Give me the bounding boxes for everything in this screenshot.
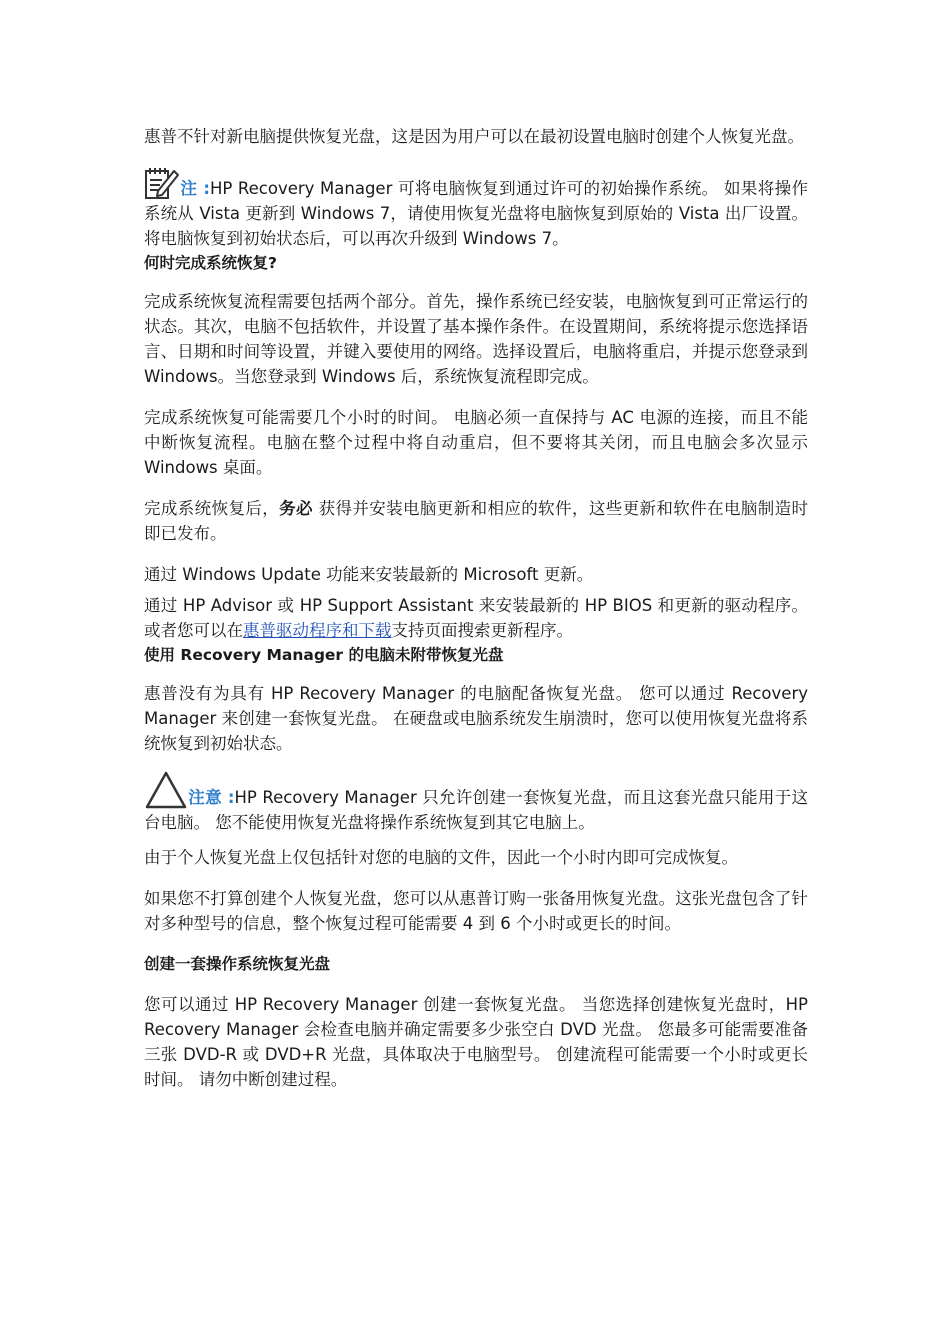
- hp-advisor-text-post: 支持页面搜索更新程序。: [391, 621, 573, 640]
- document-page: [144, 124, 808, 1108]
- section-heading-create-recovery-discs: 创建一套操作系统恢复光盘: [144, 955, 331, 973]
- paragraph-create-recovery-discs: 您可以通过 HP Recovery Manager 创建一套恢复光盘。 当您选择创建恢复光盘时，HP Recovery Manager 会检查电脑并确定需要多少张空白 DVD 光盘。 您最多可能需要准备三张 DVD-R 或 DVD+R 光盘，具体取决于电脑型号。 创建流程可能需要一个小时或更长时间。 请勿中断创建过程。: [144, 995, 808, 1089]
- paragraph-after-recovery: [144, 496, 808, 546]
- caution-triangle-icon: [144, 770, 188, 810]
- emphasis-must: 务必: [279, 499, 313, 518]
- paragraph-no-recovery-disc: 惠普没有为具有 HP Recovery Manager 的电脑配备恢复光盘。 您可以通过 Recovery Manager 来创建一套恢复光盘。 在硬盘或电脑系统发生崩溃时，您可以使用恢复光盘将系统恢复到初始状态。: [144, 684, 808, 753]
- paragraph-hp-advisor: [144, 593, 808, 643]
- caution-block: [144, 770, 808, 835]
- paragraph-order-backup-disc: 如果您不打算创建个人恢复光盘，您可以从惠普订购一张备用恢复光盘。这张光盘包含了针对多种型号的信息，整个恢复过程可能需要 4 到 6 个小时或更长的时间。: [144, 889, 808, 933]
- hp-advisor-text-pre: 通过 HP Advisor 或 HP Support Assistant 来安装最新的 HP BIOS 和更新的驱动程序。 或者您可以在: [144, 596, 808, 640]
- note-label: 注 :: [180, 179, 210, 198]
- paragraph-recovery-time: 完成系统恢复可能需要几个小时的时间。 电脑必须一直保持与 AC 电源的连接，而且不能中断恢复流程。电脑在整个过程中将自动重启，但不要将其关闭，而且电脑会多次显示 Windows 桌面。: [144, 408, 808, 477]
- caution-text: HP Recovery Manager 只允许创建一套恢复光盘，而且这套光盘只能用于这台电脑。 您不能使用恢复光盘将操作系统恢复到其它电脑上。: [144, 788, 808, 832]
- note-block: [144, 165, 808, 251]
- paragraph-personal-disc-time: 由于个人恢复光盘上仅包括针对您的电脑的文件，因此一个小时内即可完成恢复。: [144, 848, 738, 867]
- paragraph-recovery-process: 完成系统恢复流程需要包括两个部分。首先，操作系统已经安装，电脑恢复到可正常运行的状态。其次，电脑不包括软件，并设置了基本操作条件。在设置期间，系统将提示您选择语言、日期和时间等设置，并键入要使用的网络。选择设置后，电脑将重启，并提示您登录到 Windows。当您登录到 Windows 后，系统恢复流程即完成。: [144, 292, 808, 386]
- caution-label: 注意 :: [188, 788, 235, 807]
- note-pencil-icon: [144, 165, 180, 201]
- section-heading-when-complete: 何时完成系统恢复?: [144, 254, 277, 272]
- hp-drivers-download-link[interactable]: 惠普驱动程序和下载: [243, 621, 392, 640]
- after-recovery-text-post: 获得并安装电脑更新和相应的软件，这些更新和软件在电脑制造时即已发布。: [144, 499, 809, 543]
- note-text: HP Recovery Manager 可将电脑恢复到通过许可的初始操作系统。 如果将操作系统从 Vista 更新到 Windows 7，请使用恢复光盘将电脑恢复到原始的 Vista 出厂设置。 将电脑恢复到初始状态后，可以再次升级到 Windows 7。: [144, 179, 809, 248]
- after-recovery-text-pre: 完成系统恢复后，: [144, 499, 280, 518]
- section-heading-no-recovery-disc: 使用 Recovery Manager 的电脑未附带恢复光盘: [144, 646, 504, 664]
- paragraph-windows-update: 通过 Windows Update 功能来安装最新的 Microsoft 更新。: [144, 565, 594, 584]
- intro-paragraph: 惠普不针对新电脑提供恢复光盘，这是因为用户可以在最初设置电脑时创建个人恢复光盘。: [144, 127, 804, 146]
